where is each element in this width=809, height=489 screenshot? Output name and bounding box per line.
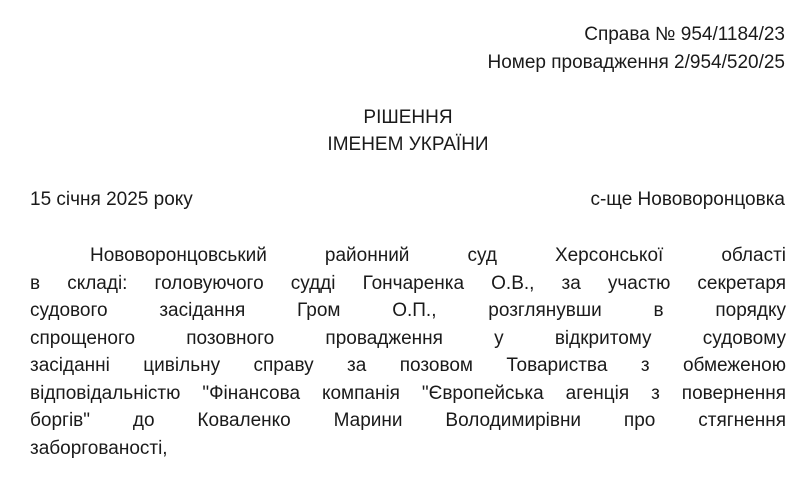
case-number: Справа № 954/1184/23 bbox=[584, 24, 785, 45]
body-line: боргів" до Коваленко Марини Володимирівни про стягнення bbox=[30, 410, 786, 431]
decision-date: 15 січня 2025 року bbox=[30, 189, 193, 210]
body-line: засіданні цивільну справу за позовом Товариства з обмеженою bbox=[30, 355, 786, 376]
body-line: в складі: головуючого судді Гончаренка О.В., за участю секретаря bbox=[30, 273, 786, 294]
body-last-line: заборгованості, bbox=[30, 438, 168, 459]
body-line: відповідальністю "Фінансова компанія "Європейська агенція з повернення bbox=[30, 383, 786, 404]
decision-place: с-ще Нововоронцовка bbox=[590, 189, 785, 210]
proceeding-number: Номер провадження 2/954/520/25 bbox=[487, 52, 785, 73]
document-title: РІШЕННЯ bbox=[363, 107, 453, 128]
body-line: судового засідання Гром О.П., розглянувши в порядку bbox=[30, 300, 786, 321]
body-line: спрощеного позовного провадження у відкритому судовому bbox=[30, 328, 786, 349]
document-subtitle: ІМЕНЕМ УКРАЇНИ bbox=[327, 134, 489, 155]
body-line: Нововоронцовський районний суд Херсонської області bbox=[90, 245, 786, 266]
